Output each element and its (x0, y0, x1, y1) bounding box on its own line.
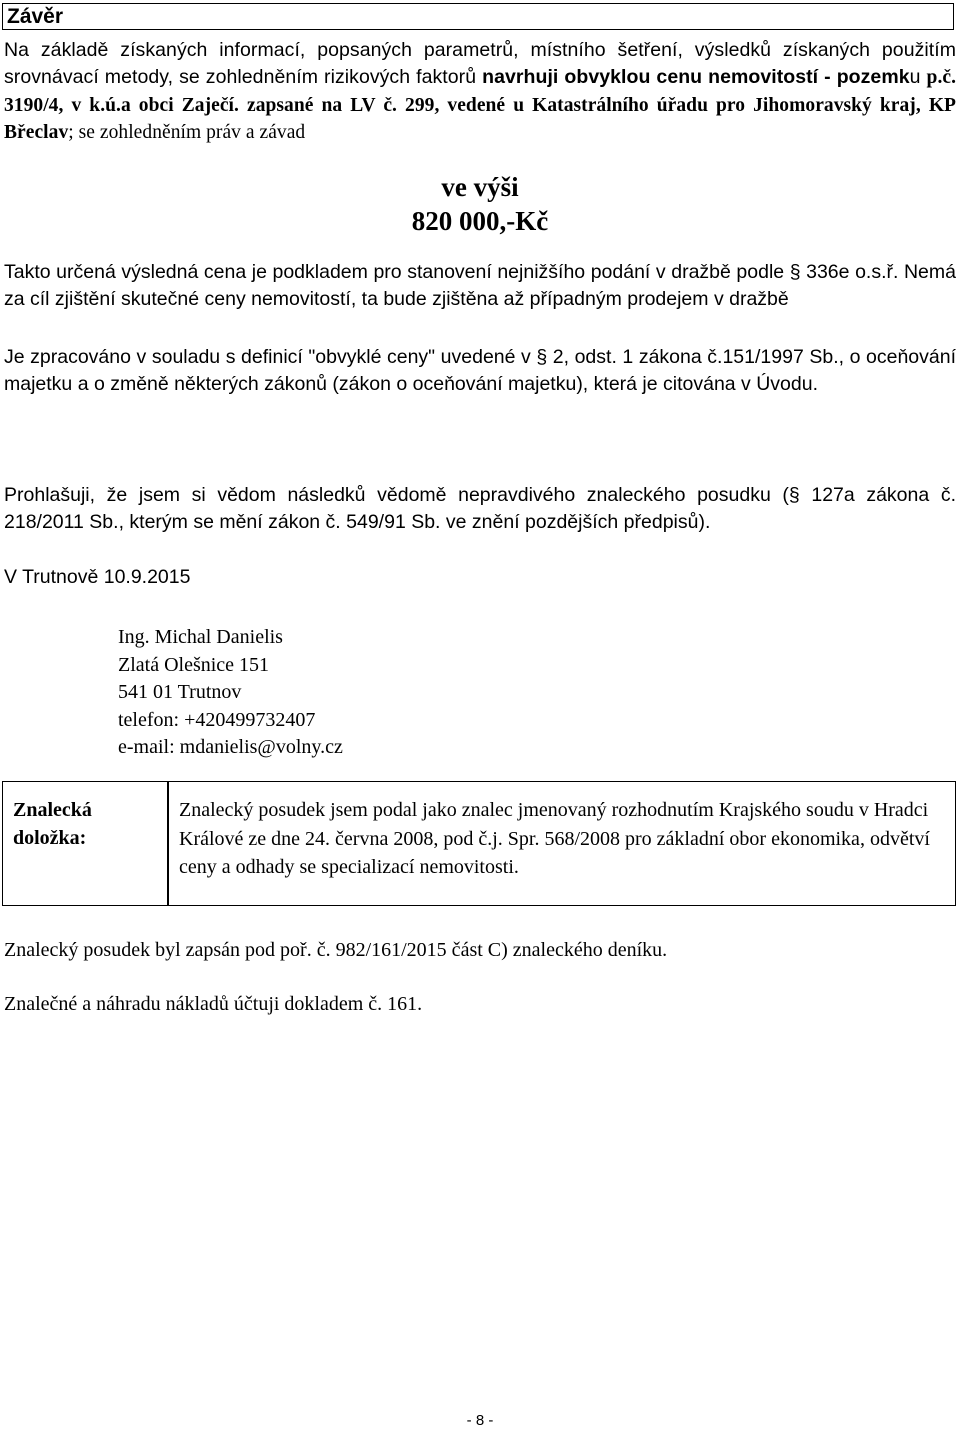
expert-clause-text: Znalecký posudek jsem podal jako znalec jmenovaný rozhodnutím Krajského soudu v Hradci Králové ze dne 24. června 2008, pod č.j. Spr. 568/2008 pro základní obor ekonomika, odvětví ceny a odhady se specializací nemovitosti. (179, 799, 930, 878)
page-number: - 8 - (466, 1412, 494, 1429)
signature-phone: telefon: +420499732407 (118, 708, 316, 731)
signature-street: Zlatá Olešnice 151 (118, 653, 270, 676)
conclusion-property-bold: p.č. 3190/4, v k.ú.a obci Zaječí. zapsané na LV č. 299, vedené u Katastrálního úřadu pro Jihomoravský kraj, KP Břeclav (4, 67, 956, 143)
conclusion-tail: ; se zohledněním práv a závad (68, 121, 306, 143)
signature-email: e-mail: mdanielis@volny.cz (118, 736, 343, 758)
expert-clause-label (13, 796, 92, 852)
signature-name: Ing. Michal Danielis (118, 626, 283, 648)
section-heading-text: Závěr (7, 5, 64, 28)
conclusion-intro: Na základě získaných informací, popsaných parametrů, místního šetření, výsledků získaných použitím srovnávací metody, se zohledněním rizikových faktorů (4, 39, 956, 89)
fee-note: Znalečné a náhradu nákladů účtuji dokladem č. 161. (4, 993, 423, 1015)
expert-clause-table (2, 781, 956, 906)
amount-value: 820 000,-Kč (411, 206, 549, 236)
signature-block (118, 624, 343, 762)
signature-city: 541 01 Trutnov (118, 681, 242, 703)
expert-clause-label-line1: Znalecká (13, 799, 92, 821)
expert-clause-divider (167, 782, 169, 905)
section-heading (2, 3, 954, 30)
declaration-paragraph: Prohlašuji, že jsem si vědom následků vědomě nepravdivého znaleckého posudku (§ 127a zákona č. 218/2011 Sb., kterým se mění zákon č. 549/91 Sb. ve znění pozdějších předpisů). (4, 484, 956, 534)
register-note: Znalecký posudek byl zapsán pod poř. č. 982/161/2015 část C) znaleckého deníku. (4, 939, 668, 961)
compliance-paragraph: Je zpracováno v souladu s definicí "obvyklé ceny" uvedené v § 2, odst. 1 zákona č.151/1997 Sb., o oceňování majetku a o změně některých zákonů (zákon o oceňování majetku), která je citována v Úvodu. (4, 346, 956, 396)
conclusion-proposal-u: u (909, 66, 927, 89)
amount-label: ve výši (441, 172, 519, 202)
basis-paragraph: Takto určená výsledná cena je podkladem pro stanovení nejnižšího podání v dražbě podle § 336e o.s.ř. Nemá za cíl zjištění skutečné ceny nemovitostí, ta bude zjištěna až případným prodejem v dražbě (4, 261, 956, 311)
expert-clause-label-line2: doložka: (13, 827, 87, 849)
conclusion-paragraph (4, 37, 956, 146)
place-date: V Trutnově 10.9.2015 (4, 566, 191, 588)
conclusion-proposal-bold: navrhuji obvyklou cenu nemovitostí - pozemk (482, 66, 910, 89)
